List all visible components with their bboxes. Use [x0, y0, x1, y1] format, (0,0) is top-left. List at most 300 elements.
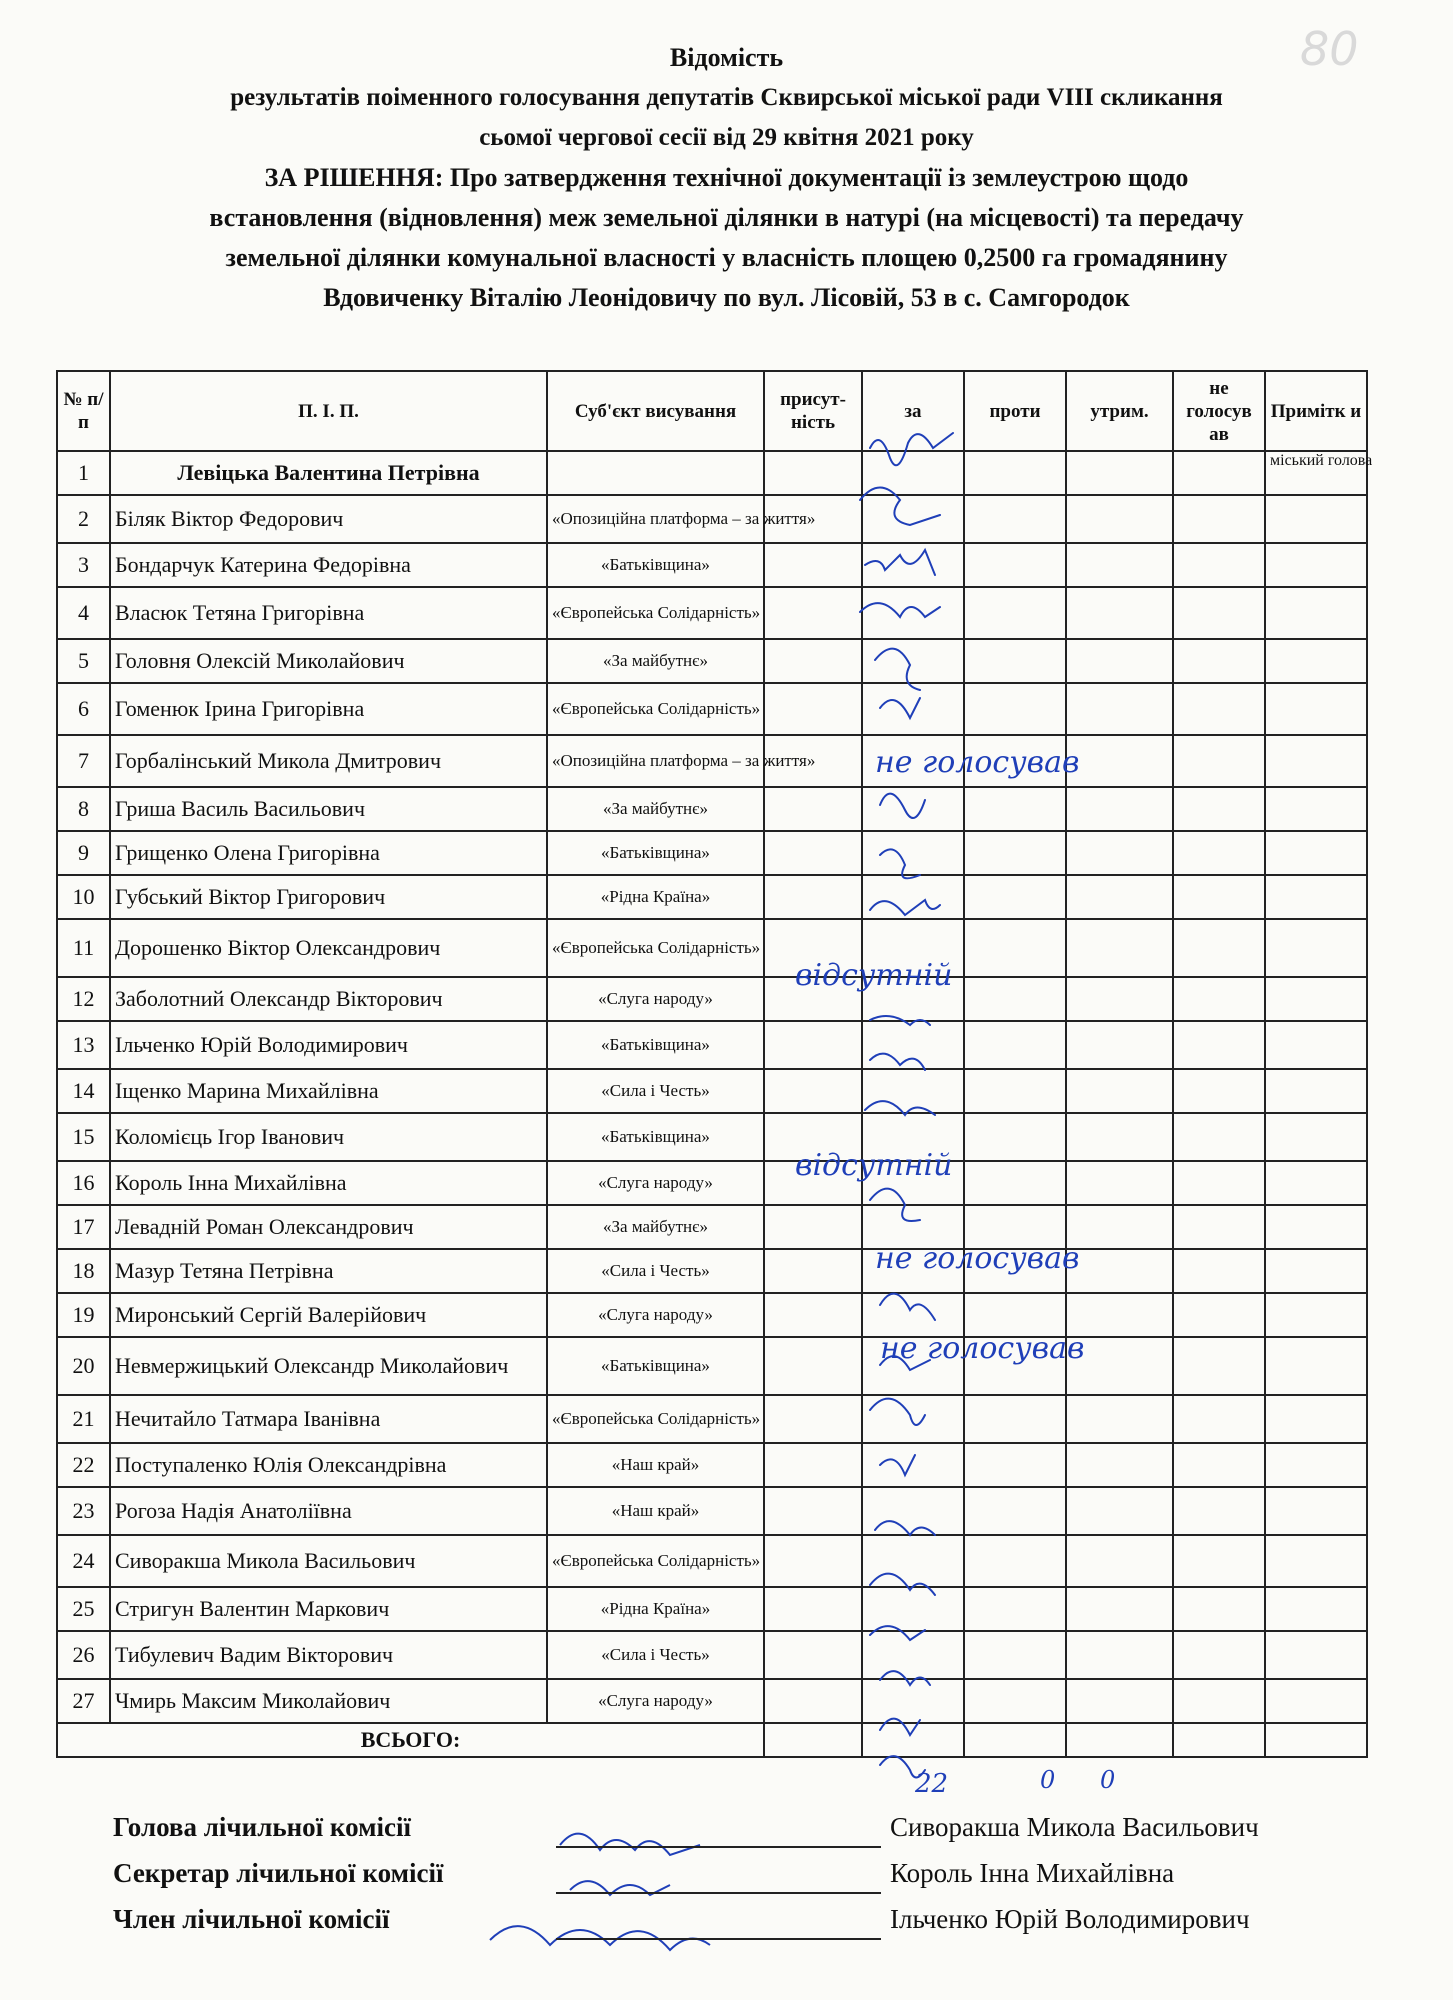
note-cell [1265, 1587, 1367, 1631]
not-voted-cell [1173, 1337, 1265, 1395]
present-cell [764, 451, 862, 495]
not-voted-cell [1173, 1293, 1265, 1337]
note-cell [1265, 1337, 1367, 1395]
row-number: 12 [57, 977, 110, 1021]
against-cell [964, 977, 1066, 1021]
present-cell [764, 1205, 862, 1249]
for-cell [862, 1249, 964, 1293]
row-number: 25 [57, 1587, 110, 1631]
present-cell [764, 1443, 862, 1487]
col-against: проти [964, 371, 1066, 451]
col-name: П. І. П. [110, 371, 547, 451]
note-cell [1265, 919, 1367, 977]
against-cell [964, 1487, 1066, 1535]
commission-role: Голова лічильної комісії [113, 1812, 411, 1842]
note-cell [1265, 1205, 1367, 1249]
not-voted-cell [1173, 1249, 1265, 1293]
row-number: 27 [57, 1679, 110, 1723]
against-cell [964, 683, 1066, 735]
row-number: 6 [57, 683, 110, 735]
handwritten-total-against: 0 [1040, 1766, 1056, 1794]
not-voted-cell [1173, 587, 1265, 639]
deputy-name: Нечитайло Татмара Іванівна [110, 1395, 547, 1443]
row-number: 26 [57, 1631, 110, 1679]
signature-line [556, 1892, 881, 1894]
abstain-cell [1066, 977, 1173, 1021]
present-cell [764, 919, 862, 977]
handwritten-not-voted-17: не голосував [875, 1241, 1080, 1276]
document-subtitle-1: результатів поіменного голосування депутатів Сквирської міської ради VIII скликання [230, 84, 1223, 111]
handwritten-absent-15: відсутній [795, 1148, 953, 1183]
deputy-name: Левадній Роман Олександрович [110, 1205, 547, 1249]
commission-role: Член лічильної комісії [113, 1904, 390, 1934]
table-row [57, 683, 1367, 735]
table-row [57, 1679, 1367, 1723]
deputy-name: Король Інна Михайлівна [110, 1161, 547, 1205]
deputy-name: Гриша Василь Васильович [110, 787, 547, 831]
nominating-party: «Європейська Солідарність» [547, 1535, 764, 1587]
not-voted-cell [1173, 1679, 1265, 1723]
nominating-party: «За майбутнє» [547, 639, 764, 683]
nominating-party: «Сила і Честь» [547, 1249, 764, 1293]
note-cell [1265, 1487, 1367, 1535]
row-number: 20 [57, 1337, 110, 1395]
col-not-voted: не голосув ав [1173, 371, 1265, 451]
abstain-cell [1066, 831, 1173, 875]
abstain-cell [1066, 587, 1173, 639]
against-cell [964, 543, 1066, 587]
note-cell [1265, 977, 1367, 1021]
vote-table [56, 370, 1373, 1758]
against-cell [964, 451, 1066, 495]
not-voted-cell [1173, 1161, 1265, 1205]
note-cell [1265, 1069, 1367, 1113]
present-cell [764, 1337, 862, 1395]
decision-line-4: Вдовиченку Віталію Леонідовичу по вул. Лісовій, 53 в с. Самгородок [323, 283, 1130, 312]
row-number: 24 [57, 1535, 110, 1587]
note-cell [1265, 543, 1367, 587]
total-abstain [1066, 1723, 1173, 1757]
note-cell [1265, 1293, 1367, 1337]
row-number: 22 [57, 1443, 110, 1487]
note-cell [1265, 1395, 1367, 1443]
note-cell [1265, 1249, 1367, 1293]
not-voted-cell [1173, 1443, 1265, 1487]
abstain-cell [1066, 1069, 1173, 1113]
abstain-cell [1066, 1487, 1173, 1535]
nominating-party: «Батьківщина» [547, 1337, 764, 1395]
row-number: 8 [57, 787, 110, 831]
against-cell [964, 1161, 1066, 1205]
deputy-name: Ільченко Юрій Володимирович [110, 1021, 547, 1069]
for-cell [862, 1113, 964, 1161]
abstain-cell [1066, 1161, 1173, 1205]
for-cell [862, 1205, 964, 1249]
table-row [57, 639, 1367, 683]
table-row [57, 919, 1367, 977]
note-cell [1265, 683, 1367, 735]
document-title: Відомість [669, 43, 784, 72]
abstain-cell [1066, 1535, 1173, 1587]
for-cell [862, 587, 964, 639]
table-row [57, 1161, 1367, 1205]
against-cell [964, 639, 1066, 683]
row-number: 19 [57, 1293, 110, 1337]
against-cell [964, 919, 1066, 977]
abstain-cell [1066, 495, 1173, 543]
nominating-party: «Слуга народу» [547, 1161, 764, 1205]
abstain-cell [1066, 683, 1173, 735]
nominating-party: «Батьківщина» [547, 831, 764, 875]
for-cell [862, 919, 964, 977]
abstain-cell [1066, 919, 1173, 977]
nominating-party: «Європейська Солідарність» [547, 587, 764, 639]
abstain-cell [1066, 1337, 1173, 1395]
not-voted-cell [1173, 451, 1265, 495]
abstain-cell [1066, 875, 1173, 919]
present-cell [764, 831, 862, 875]
table-row [57, 875, 1367, 919]
present-cell [764, 1487, 862, 1535]
against-cell [964, 1631, 1066, 1679]
not-voted-cell [1173, 1205, 1265, 1249]
abstain-cell [1066, 735, 1173, 787]
for-cell [862, 1021, 964, 1069]
table-row [57, 1021, 1367, 1069]
for-cell [862, 495, 964, 543]
for-cell [862, 1587, 964, 1631]
table-row [57, 451, 1367, 495]
not-voted-cell [1173, 1631, 1265, 1679]
for-cell [862, 1337, 964, 1395]
note-cell [1265, 587, 1367, 639]
for-cell [862, 735, 964, 787]
for-cell [862, 1069, 964, 1113]
present-cell [764, 875, 862, 919]
against-cell [964, 1679, 1066, 1723]
against-cell [964, 1069, 1066, 1113]
deputy-name: Дорошенко Віктор Олександрович [110, 919, 547, 977]
present-cell [764, 787, 862, 831]
handwritten-total-abstain: 0 [1100, 1766, 1116, 1794]
table-row [57, 735, 1367, 787]
row-number: 11 [57, 919, 110, 977]
row-number: 21 [57, 1395, 110, 1443]
decision-line-2: встановлення (відновлення) меж земельної ділянки в натурі (на місцевості) та передачу [209, 203, 1244, 232]
table-row [57, 1249, 1367, 1293]
decision-line-1: ЗА РІШЕННЯ: Про затвердження технічної документації із землеустрою щодо [264, 163, 1189, 192]
deputy-name: Коломієць Ігор Іванович [110, 1113, 547, 1161]
not-voted-cell [1173, 1535, 1265, 1587]
nominating-party: «Сила і Честь» [547, 1069, 764, 1113]
note-cell [1265, 1161, 1367, 1205]
col-abstain: утрим. [1066, 371, 1173, 451]
present-cell [764, 1249, 862, 1293]
deputy-name: Біляк Віктор Федорович [110, 495, 547, 543]
handwritten-not-voted-7: не голосував [875, 745, 1080, 780]
nominating-party: «Опозиційна платформа – за життя» [547, 735, 764, 787]
against-cell [964, 831, 1066, 875]
note-cell [1265, 1679, 1367, 1723]
row-number: 16 [57, 1161, 110, 1205]
for-cell [862, 1161, 964, 1205]
against-cell [964, 1587, 1066, 1631]
not-voted-cell [1173, 787, 1265, 831]
abstain-cell [1066, 1443, 1173, 1487]
abstain-cell [1066, 1205, 1173, 1249]
not-voted-cell [1173, 919, 1265, 977]
table-row [57, 543, 1367, 587]
not-voted-cell [1173, 977, 1265, 1021]
note-cell [1265, 639, 1367, 683]
row-number: 14 [57, 1069, 110, 1113]
against-cell [964, 735, 1066, 787]
total-not-voted [1173, 1723, 1265, 1757]
nominating-party: «Наш край» [547, 1443, 764, 1487]
commission-row-member [113, 1904, 1363, 1950]
table-row [57, 1293, 1367, 1337]
present-cell [764, 543, 862, 587]
abstain-cell [1066, 1293, 1173, 1337]
abstain-cell [1066, 1395, 1173, 1443]
for-cell [862, 831, 964, 875]
col-for: за [862, 371, 964, 451]
note-cell: міський голова [1265, 451, 1367, 495]
present-cell [764, 977, 862, 1021]
handwritten-absent-11: відсутній [795, 958, 953, 993]
table-row [57, 1535, 1367, 1587]
nominating-party: «Опозиційна платформа – за життя» [547, 495, 764, 543]
abstain-cell [1066, 451, 1173, 495]
nominating-party: «Європейська Солідарність» [547, 919, 764, 977]
commission-row-secretary [113, 1858, 1363, 1904]
deputy-name: Заболотний Олександр Вікторович [110, 977, 547, 1021]
total-present [764, 1723, 862, 1757]
against-cell [964, 1337, 1066, 1395]
row-number: 10 [57, 875, 110, 919]
deputy-name: Мазур Тетяна Петрівна [110, 1249, 547, 1293]
against-cell [964, 1293, 1066, 1337]
col-notes: Примітк и [1265, 371, 1367, 451]
commission-member-name: Сиворакша Микола Васильович [890, 1812, 1259, 1842]
commission-row-chair [113, 1812, 1363, 1858]
not-voted-cell [1173, 543, 1265, 587]
abstain-cell [1066, 787, 1173, 831]
nominating-party: «Слуга народу» [547, 1293, 764, 1337]
nominating-party: «Європейська Солідарність» [547, 683, 764, 735]
for-cell [862, 977, 964, 1021]
against-cell [964, 1205, 1066, 1249]
nominating-party: «Наш край» [547, 1487, 764, 1535]
for-cell [862, 543, 964, 587]
present-cell [764, 1587, 862, 1631]
present-cell [764, 1679, 862, 1723]
note-cell [1265, 1113, 1367, 1161]
abstain-cell [1066, 1631, 1173, 1679]
for-cell [862, 683, 964, 735]
for-cell [862, 875, 964, 919]
note-cell [1265, 875, 1367, 919]
for-cell [862, 1443, 964, 1487]
against-cell [964, 495, 1066, 543]
for-cell [862, 1487, 964, 1535]
commission-role: Секретар лічильної комісії [113, 1858, 444, 1888]
deputy-name: Головня Олексій Миколайович [110, 639, 547, 683]
row-number: 23 [57, 1487, 110, 1535]
deputy-name: Губський Віктор Григорович [110, 875, 547, 919]
row-number: 2 [57, 495, 110, 543]
counting-commission [113, 1812, 1363, 1950]
nominating-party: «Європейська Солідарність» [547, 1395, 764, 1443]
table-row [57, 1113, 1367, 1161]
total-row [57, 1723, 1367, 1757]
row-number: 17 [57, 1205, 110, 1249]
col-present: присут-ність [764, 371, 862, 451]
not-voted-cell [1173, 1069, 1265, 1113]
deputy-name: Сиворакша Микола Васильович [110, 1535, 547, 1587]
not-voted-cell [1173, 735, 1265, 787]
table-row [57, 787, 1367, 831]
deputy-name: Власюк Тетяна Григорівна [110, 587, 547, 639]
not-voted-cell [1173, 495, 1265, 543]
nominating-party: «Батьківщина» [547, 543, 764, 587]
present-cell [764, 1161, 862, 1205]
present-cell [764, 587, 862, 639]
abstain-cell [1066, 639, 1173, 683]
not-voted-cell [1173, 1113, 1265, 1161]
present-cell [764, 1535, 862, 1587]
decision-line-3: земельної ділянки комунальної власності у власність площею 0,2500 га громадянину [225, 243, 1228, 272]
against-cell [964, 1113, 1066, 1161]
total-against [964, 1723, 1066, 1757]
deputy-name: Поступаленко Юлія Олександрівна [110, 1443, 547, 1487]
not-voted-cell [1173, 831, 1265, 875]
abstain-cell [1066, 1679, 1173, 1723]
not-voted-cell [1173, 1487, 1265, 1535]
note-cell [1265, 735, 1367, 787]
present-cell [764, 1395, 862, 1443]
table-row [57, 1205, 1367, 1249]
note-cell [1265, 831, 1367, 875]
deputy-name: Левіцька Валентина Петрівна [110, 451, 547, 495]
note-cell [1265, 1443, 1367, 1487]
table-row [57, 1587, 1367, 1631]
deputy-name: Гоменюк Ірина Григорівна [110, 683, 547, 735]
for-cell [862, 451, 964, 495]
row-number: 7 [57, 735, 110, 787]
document-subtitle-2: сьомої чергової сесії від 29 квітня 2021 року [479, 124, 974, 151]
nominating-party: «Батьківщина» [547, 1021, 764, 1069]
nominating-party [547, 451, 764, 495]
deputy-name: Горбалінський Микола Дмитрович [110, 735, 547, 787]
for-cell [862, 1679, 964, 1723]
not-voted-cell [1173, 639, 1265, 683]
note-cell [1265, 1535, 1367, 1587]
nominating-party: «Рідна Країна» [547, 875, 764, 919]
table-row [57, 1069, 1367, 1113]
for-cell [862, 1293, 964, 1337]
present-cell [764, 1113, 862, 1161]
table-row [57, 831, 1367, 875]
handwritten-not-voted-19: не голосував [880, 1331, 1085, 1366]
nominating-party: «За майбутнє» [547, 787, 764, 831]
table-row [57, 1487, 1367, 1535]
commission-member-name: Ільченко Юрій Володимирович [890, 1904, 1250, 1934]
nominating-party: «Рідна Країна» [547, 1587, 764, 1631]
col-number: № п/п [57, 371, 110, 451]
present-cell [764, 1631, 862, 1679]
table-row [57, 977, 1367, 1021]
deputy-name: Іщенко Марина Михайлівна [110, 1069, 547, 1113]
against-cell [964, 587, 1066, 639]
signature-line [556, 1846, 881, 1848]
against-cell [964, 1443, 1066, 1487]
nominating-party: «Сила і Честь» [547, 1631, 764, 1679]
row-number: 9 [57, 831, 110, 875]
row-number: 4 [57, 587, 110, 639]
deputy-name: Стригун Валентин Маркович [110, 1587, 547, 1631]
deputy-name: Миронський Сергій Валерійович [110, 1293, 547, 1337]
table-row [57, 495, 1367, 543]
commission-member-name: Король Інна Михайлівна [890, 1858, 1175, 1888]
not-voted-cell [1173, 1587, 1265, 1631]
not-voted-cell [1173, 683, 1265, 735]
abstain-cell [1066, 1113, 1173, 1161]
nominating-party: «За майбутнє» [547, 1205, 764, 1249]
for-cell [862, 1631, 964, 1679]
note-cell [1265, 787, 1367, 831]
row-number: 13 [57, 1021, 110, 1069]
handwritten-total-for: 22 [915, 1769, 949, 1799]
abstain-cell [1066, 1249, 1173, 1293]
row-number: 3 [57, 543, 110, 587]
row-number: 5 [57, 639, 110, 683]
against-cell [964, 1395, 1066, 1443]
table-row [57, 1337, 1367, 1395]
present-cell [764, 1069, 862, 1113]
deputy-name: Грищенко Олена Григорівна [110, 831, 547, 875]
deputy-name: Рогоза Надія Анатоліївна [110, 1487, 547, 1535]
present-cell [764, 1293, 862, 1337]
col-party: Суб'єкт висування [547, 371, 764, 451]
signature-line [556, 1938, 881, 1940]
table-row [57, 1443, 1367, 1487]
against-cell [964, 787, 1066, 831]
present-cell [764, 683, 862, 735]
total-label: ВСЬОГО: [57, 1723, 764, 1757]
deputy-name: Бондарчук Катерина Федорівна [110, 543, 547, 587]
nominating-party: «Батьківщина» [547, 1113, 764, 1161]
against-cell [964, 1249, 1066, 1293]
table-row [57, 1395, 1367, 1443]
total-notes [1265, 1723, 1367, 1757]
abstain-cell [1066, 1021, 1173, 1069]
table-row [57, 1631, 1367, 1679]
document-header [40, 38, 1413, 318]
present-cell [764, 1021, 862, 1069]
abstain-cell [1066, 1587, 1173, 1631]
against-cell [964, 1021, 1066, 1069]
not-voted-cell [1173, 1021, 1265, 1069]
deputy-name: Чмирь Максим Миколайович [110, 1679, 547, 1723]
for-cell [862, 787, 964, 831]
table-row [57, 587, 1367, 639]
not-voted-cell [1173, 1395, 1265, 1443]
nominating-party: «Слуга народу» [547, 977, 764, 1021]
against-cell [964, 1535, 1066, 1587]
total-for [862, 1723, 964, 1757]
not-voted-cell [1173, 875, 1265, 919]
